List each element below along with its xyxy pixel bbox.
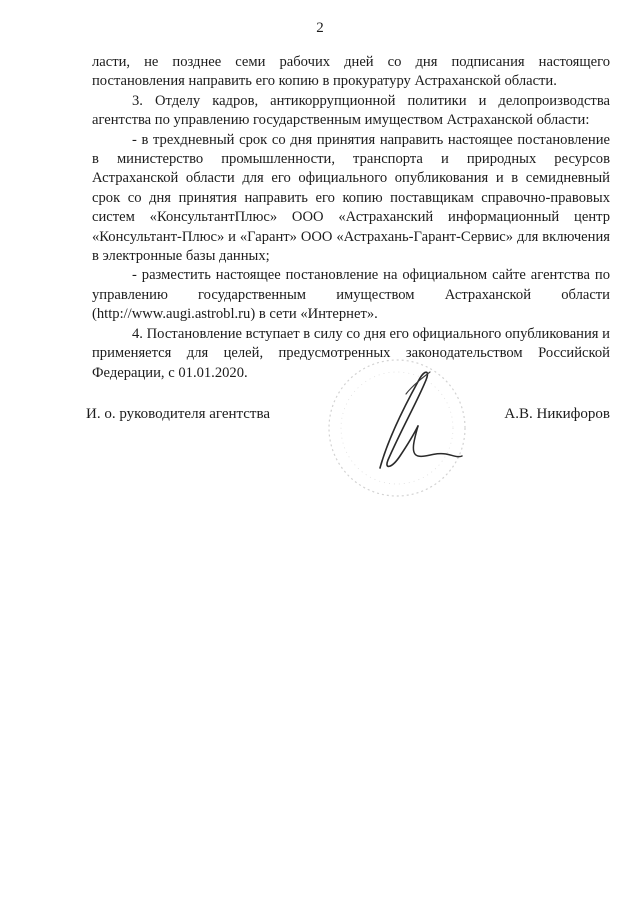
paragraph-item-4: 4. Постановление вступает в силу со дня его официального опубликования и применяется для целей, предусмотренных законодательством Российской Федерации, с 01.01.2020. [92,325,610,381]
paragraph-item-3: 3. Отделу кадров, антикоррупционной политики и делопроизводства агентства по управлению государственным имуществом Астраханской области: [92,92,610,129]
paragraph-subitem-website: - разместить настоящее постановление на официальном сайте агентства по управлению государственным имуществом Астраханской области (http://www.augi.astrobl.ru) в сети «Интернет». [92,267,610,323]
paragraph-continuation: ласти, не позднее семи рабочих дней со дня подписания настоящего постановления направить его копию в прокуратуру Астраханской области. [92,54,610,90]
signer-name: А.В. Никифоров [504,406,610,422]
document-body [92,53,610,383]
signature-stamp-icon [322,356,472,506]
signer-title: И. о. руководителя агентства [86,406,271,422]
page-number: 2 [316,20,324,36]
paragraph-subitem-publication: - в трехдневный срок со дня принятия направить настоящее постановление в министерство промышленности, транспорта и природных ресурсов Астраханской области для его официального опубликования и в семидневный срок со дня принятия направить его копию поставщикам справочно-правовых систем «КонсультантПлюс» ООО «Астраханский информационный центр «Консультант-Плюс» и «Гарант» ООО «Астрахань-Гарант-Сервис» для включения в электронные базы данных; [92,131,610,265]
